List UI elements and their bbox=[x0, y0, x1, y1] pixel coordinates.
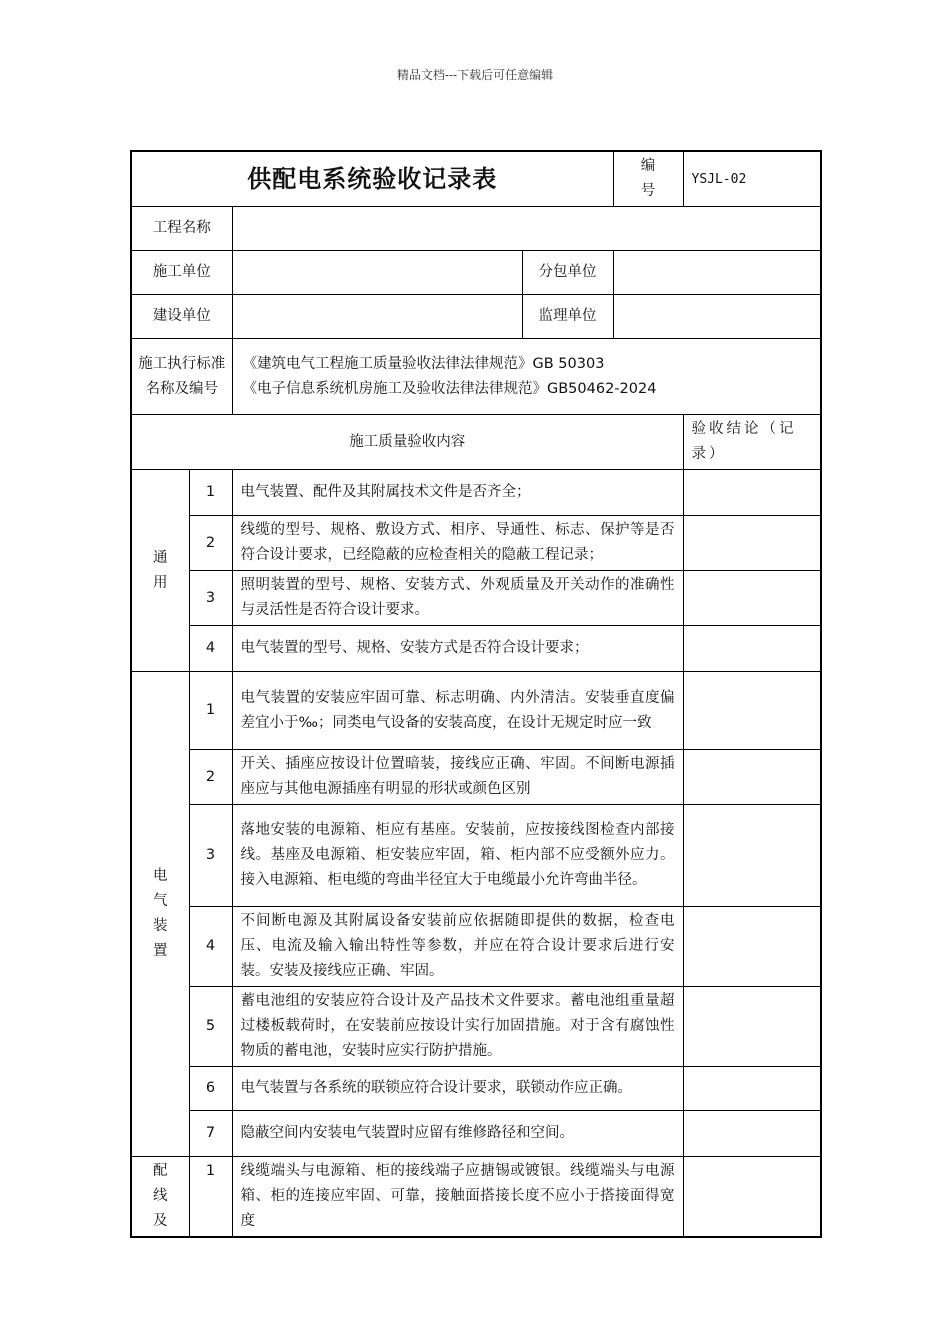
standard-line: 《建筑电气工程施工质量验收法律法律规范》GB 50303 bbox=[242, 355, 605, 372]
item-result bbox=[683, 626, 821, 672]
item-number: 3 bbox=[189, 571, 232, 626]
item-result bbox=[683, 805, 821, 907]
item-number: 7 bbox=[189, 1111, 232, 1157]
item-text: 隐蔽空间内安装电气装置时应留有维修路径和空间。 bbox=[232, 1111, 683, 1157]
section-label: 通 用 bbox=[131, 470, 189, 672]
item-text: 电气装置的安装应牢固可靠、标志明确、内外清洁。安装垂直度偏差宜小于‰；同类电气设备的安装高度，在设计无规定时应一致 bbox=[232, 672, 683, 750]
supervision-unit-value bbox=[613, 295, 821, 339]
item-number: 3 bbox=[189, 805, 232, 907]
owner-unit-label: 建设单位 bbox=[131, 295, 232, 339]
header-note: 精品文档---下载后可任意编辑 bbox=[396, 68, 554, 82]
supervision-unit-label: 监理单位 bbox=[522, 295, 613, 339]
acceptance-record-table bbox=[130, 150, 822, 1238]
item-result bbox=[683, 750, 821, 805]
item-text: 线缆的型号、规格、敷设方式、相序、导通性、标志、保护等是否符合设计要求，已经隐蔽的应检查相关的隐蔽工程记录； bbox=[232, 516, 683, 571]
standards-cell bbox=[232, 339, 821, 415]
project-name-label: 工程名称 bbox=[131, 207, 232, 251]
item-result bbox=[683, 516, 821, 571]
number-value: YSJL-02 bbox=[683, 151, 821, 207]
subcontract-unit-value bbox=[613, 251, 821, 295]
item-result bbox=[683, 1157, 821, 1238]
item-text: 照明装置的型号、规格、安装方式、外观质量及开关动作的准确性与灵活性是否符合设计要求。 bbox=[232, 571, 683, 626]
construction-unit-value bbox=[232, 251, 522, 295]
standard-label: 施工执行标准名称及编号 bbox=[131, 339, 232, 415]
number-label: 编 号 bbox=[613, 151, 683, 207]
item-number: 4 bbox=[189, 907, 232, 987]
item-number: 2 bbox=[189, 750, 232, 805]
item-text: 开关、插座应按设计位置暗装，接线应正确、牢固。不间断电源插座应与其他电源插座有明显的形状或颜色区别 bbox=[232, 750, 683, 805]
item-text: 电气装置与各系统的联锁应符合设计要求，联锁动作应正确。 bbox=[232, 1067, 683, 1111]
item-text: 电气装置、配件及其附属技术文件是否齐全； bbox=[232, 470, 683, 516]
item-result bbox=[683, 907, 821, 987]
section-label: 电 气 装 置 bbox=[131, 672, 189, 1157]
item-text: 电气装置的型号、规格、安装方式是否符合设计要求； bbox=[232, 626, 683, 672]
item-number: 5 bbox=[189, 987, 232, 1067]
item-text: 线缆端头与电源箱、柜的接线端子应搪锡或镀银。线缆端头与电源箱、柜的连接应牢固、可靠，接触面搭接长度不应小于搭接面得宽度 bbox=[232, 1157, 683, 1238]
item-result bbox=[683, 987, 821, 1067]
content-header: 施工质量验收内容 bbox=[131, 415, 683, 470]
item-result bbox=[683, 1111, 821, 1157]
construction-unit-label: 施工单位 bbox=[131, 251, 232, 295]
item-result bbox=[683, 1067, 821, 1111]
item-result bbox=[683, 470, 821, 516]
project-name-value bbox=[232, 207, 821, 251]
item-number: 1 bbox=[189, 672, 232, 750]
item-number: 1 bbox=[189, 1157, 232, 1238]
owner-unit-value bbox=[232, 295, 522, 339]
item-number: 6 bbox=[189, 1067, 232, 1111]
item-result bbox=[683, 571, 821, 626]
item-text: 落地安装的电源箱、柜应有基座。安装前，应按接线图检查内部接线。基座及电源箱、柜安装应牢固，箱、柜内部不应受额外应力。接入电源箱、柜电缆的弯曲半径宜大于电缆最小允许弯曲半径。 bbox=[232, 805, 683, 907]
form-title: 供配电系统验收记录表 bbox=[131, 151, 613, 207]
subcontract-unit-label: 分包单位 bbox=[522, 251, 613, 295]
item-result bbox=[683, 672, 821, 750]
section-label: 配 线 及 bbox=[131, 1157, 189, 1238]
item-text: 不间断电源及其附属设备安装前应依据随即提供的数据，检查电压、电流及输入输出特性等参数，并应在符合设计要求后进行安装。安装及接线应正确、牢固。 bbox=[232, 907, 683, 987]
item-text: 蓄电池组的安装应符合设计及产品技术文件要求。蓄电池组重量超过楼板载荷时，在安装前应按设计实行加固措施。对于含有腐蚀性物质的蓄电池，安装时应实行防护措施。 bbox=[232, 987, 683, 1067]
item-number: 2 bbox=[189, 516, 232, 571]
item-number: 4 bbox=[189, 626, 232, 672]
item-number: 1 bbox=[189, 470, 232, 516]
conclusion-header: 验收结论（记录） bbox=[683, 415, 821, 470]
standard-line: 《电子信息系统机房施工及验收法律法律规范》GB50462-2024 bbox=[242, 380, 657, 397]
